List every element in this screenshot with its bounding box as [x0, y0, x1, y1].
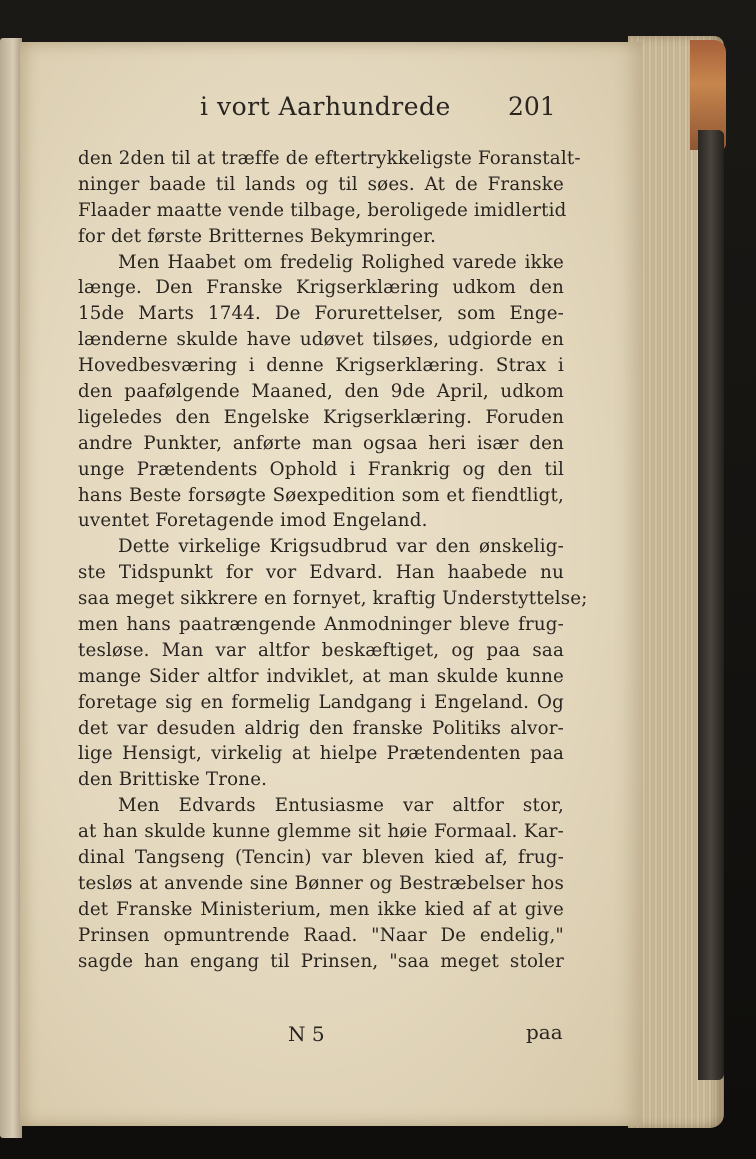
- book-page: [20, 42, 642, 1126]
- text-line: den paafølgende Maaned, den 9de April, udkom: [78, 381, 564, 403]
- text-line: lige Hensigt, virkelig at hielpe Prætendenten paa: [78, 743, 564, 765]
- text-line: hans Beste forsøgte Søexpedition som et fiendtligt,: [78, 484, 564, 506]
- text-line: det var desuden aldrig den franske Politiks alvor-: [78, 717, 564, 739]
- text-line: den Brittiske Trone.: [78, 769, 268, 791]
- book-cover-edge: [698, 130, 724, 1080]
- text-line: ninger baade til lands og til søes. At de Franske: [78, 173, 564, 195]
- facing-page-edge: [0, 38, 22, 1138]
- catchword: paa: [526, 1020, 563, 1044]
- text-line: 15de Marts 1744. De Forurettelser, som Enge-: [78, 303, 564, 325]
- text-line: dinal Tangseng (Tencin) var bleven kied af, frug-: [78, 847, 564, 869]
- text-line: Dette virkelige Krigsudbrud var den ønskelig-: [118, 536, 564, 558]
- text-line: unge Prætendents Ophold i Frankrig og den til: [78, 458, 564, 480]
- text-line: mange Sider altfor indviklet, at man skulde kunne: [78, 665, 564, 687]
- running-head: i vort Aarhundrede: [200, 92, 451, 121]
- signature-mark: N 5: [288, 1022, 325, 1046]
- text-line: tesløs at anvende sine Bønner og Bestræbelser hos: [78, 872, 564, 894]
- text-line: lænderne skulde have udøvet tilsøes, udgiorde en: [78, 329, 564, 351]
- text-line: det Franske Ministerium, men ikke kied af at give: [78, 898, 564, 920]
- text-line: Hovedbesværing i denne Krigserklæring. Strax i: [78, 355, 564, 377]
- text-line: Men Edvards Entusiasme var altfor stor,: [118, 795, 564, 817]
- text-line: saa meget sikkrere en fornyet, kraftig Understyttelse;: [78, 588, 588, 610]
- text-line: Men Haabet om fredelig Rolighed varede ikke: [118, 251, 564, 273]
- text-line: andre Punkter, anførte man ogsaa heri især den: [78, 432, 564, 454]
- text-line: for det første Britternes Bekymringer.: [78, 225, 437, 247]
- page-footer: [20, 1022, 642, 1054]
- text-line: ste Tidspunkt for vor Edvard. Han haabede nu: [78, 562, 564, 584]
- text-line: ligeledes den Engelske Krigserklæring. Foruden: [78, 406, 564, 428]
- text-line: men hans paatrængende Anmodninger bleve frug-: [78, 614, 564, 636]
- body-text: [78, 146, 588, 975]
- text-line: at han skulde kunne glemme sit høie Formaal. Kar-: [78, 821, 564, 843]
- text-line: længe. Den Franske Krigserklæring udkom den: [78, 277, 564, 299]
- text-line: foretage sig en formelig Landgang i Engeland. Og: [78, 691, 564, 713]
- page-number: 201: [508, 92, 556, 121]
- page-header: [20, 92, 642, 132]
- text-line: den 2den til at træffe de eftertrykkeligste Foranstalt-: [78, 148, 581, 169]
- text-line: uventet Foretagende imod Engeland.: [78, 510, 428, 532]
- text-line: tesløse. Man var altfor beskæftiget, og paa saa: [78, 639, 564, 661]
- text-line: sagde han engang til Prinsen, "saa meget stoler: [78, 950, 564, 972]
- text-line: Flaader maatte vende tilbage, beroligede imidlertid: [78, 199, 567, 221]
- text-line: Prinsen opmuntrende Raad. "Naar De endelig,": [78, 924, 564, 946]
